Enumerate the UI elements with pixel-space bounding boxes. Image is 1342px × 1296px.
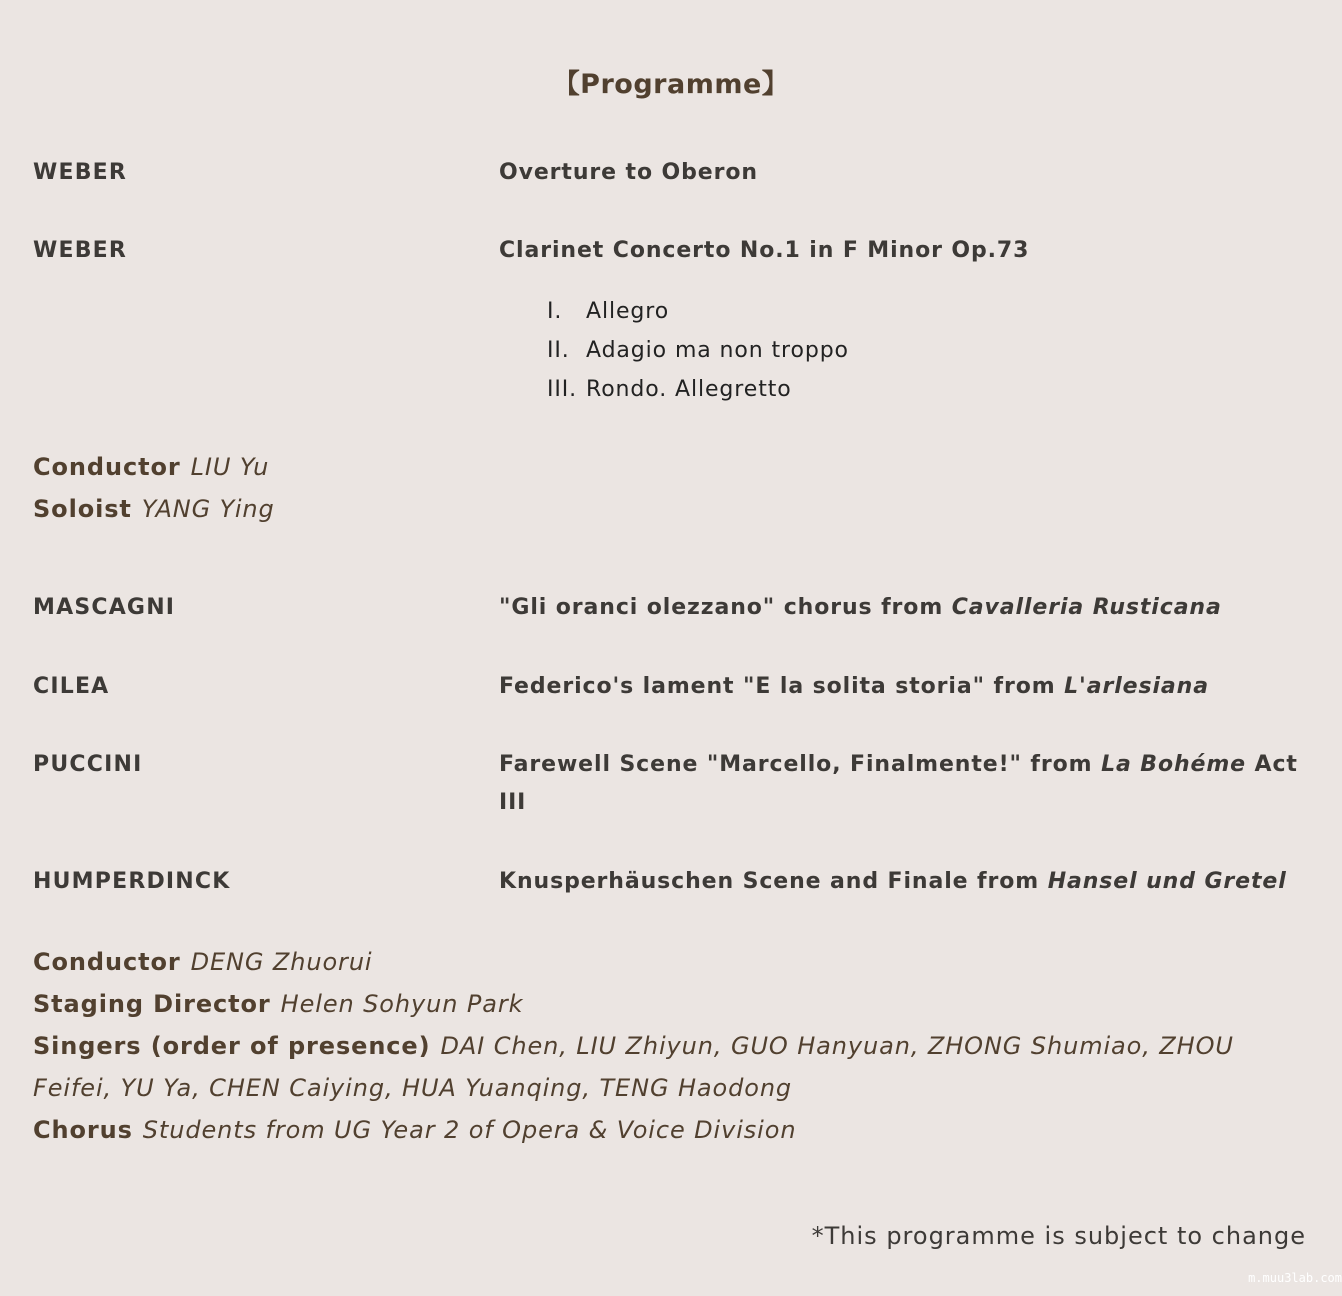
credit-label: Singers (order of presence): [33, 1032, 431, 1060]
credit-label: Conductor: [33, 948, 181, 976]
work-title: [499, 668, 1299, 706]
credit-line: [33, 941, 1283, 983]
composer-name: PUCCINI: [33, 752, 143, 777]
work-description: Knusperhäuschen Scene and Finale from: [499, 869, 1048, 894]
credit-label: Conductor: [33, 453, 181, 481]
credit-value: Students from UG Year 2 of Opera & Voice Division: [142, 1116, 797, 1144]
credit-line: [33, 1025, 1283, 1109]
movement-item: [547, 292, 849, 331]
credit-value: Helen Sohyun Park: [280, 990, 524, 1018]
part1-credits: [33, 446, 1283, 530]
credit-line: [33, 983, 1283, 1025]
work-title: Clarinet Concerto No.1 in F Minor Op.73: [499, 238, 1030, 263]
composer-name: WEBER: [33, 160, 128, 185]
credit-line: [33, 1109, 1283, 1151]
movement-number: III.: [547, 377, 578, 402]
work-description: Federico's lament "E la solita storia" from: [499, 674, 1065, 699]
credit-label: Chorus: [33, 1116, 133, 1144]
change-notice: *This programme is subject to change: [811, 1222, 1306, 1250]
watermark: m.muu3lab.com: [1248, 1271, 1342, 1285]
movement-number: I.: [547, 299, 563, 324]
work-title: [499, 863, 1299, 901]
movement-list: [547, 292, 849, 409]
movement-number: II.: [547, 338, 570, 363]
composer-name: CILEA: [33, 674, 110, 699]
part2-credits: [33, 941, 1283, 1151]
movement-item: [547, 331, 849, 370]
work-title: [499, 746, 1299, 822]
page-title: 【Programme】: [552, 69, 790, 100]
composer-name: HUMPERDINCK: [33, 869, 231, 894]
movement-name: Rondo. Allegretto: [586, 377, 792, 402]
opera-title: La Bohéme: [1101, 752, 1246, 777]
movement-item: [547, 370, 849, 409]
credit-label: Soloist: [33, 495, 132, 523]
work-title: Overture to Oberon: [499, 160, 758, 185]
credit-value: YANG Ying: [141, 495, 275, 523]
opera-title: Cavalleria Rusticana: [951, 595, 1222, 620]
movement-name: Allegro: [586, 299, 670, 324]
work-description: "Gli oranci olezzano" chorus from: [499, 595, 952, 620]
credit-line: [33, 488, 1283, 530]
opera-title: L'arlesiana: [1064, 674, 1209, 699]
work-suffix: Act III: [499, 752, 1298, 815]
composer-name: WEBER: [33, 238, 128, 263]
credit-value: DAI Chen, LIU Zhiyun, GUO Hanyuan, ZHONG Shumiao, ZHOU Feifei, YU Ya, CHEN Caiying, HUA Yuanqing, TENG Haodong: [33, 1032, 1234, 1102]
movement-name: Adagio ma non troppo: [586, 338, 849, 363]
work-description: Farewell Scene "Marcello, Finalmente!" from: [499, 752, 1102, 777]
credit-line: [33, 446, 1283, 488]
opera-title: Hansel und Gretel: [1047, 869, 1287, 894]
credit-value: DENG Zhuorui: [190, 948, 373, 976]
credit-value: LIU Yu: [190, 453, 270, 481]
composer-name: MASCAGNI: [33, 595, 176, 620]
work-title: [499, 589, 1299, 627]
credit-label: Staging Director: [33, 990, 271, 1018]
